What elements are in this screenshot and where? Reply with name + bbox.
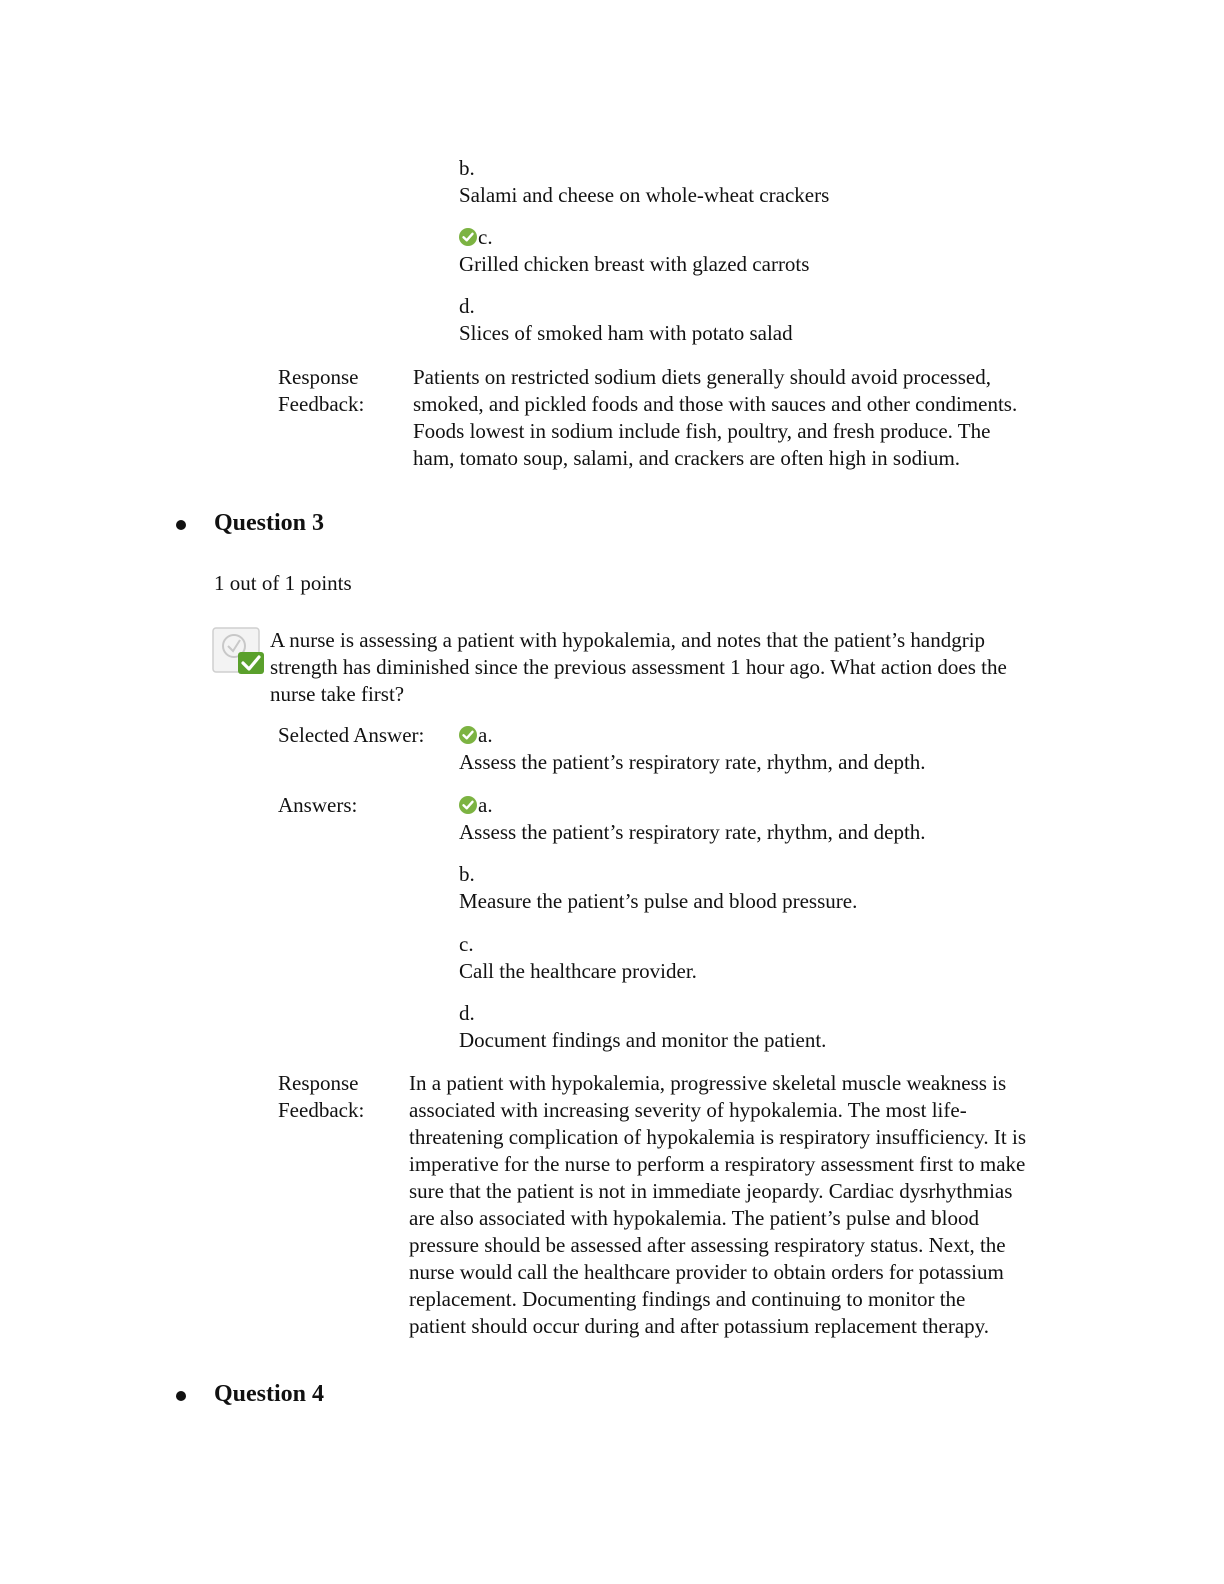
question-title: Question 4 bbox=[214, 1381, 325, 1407]
answer-text: Slices of smoked ham with potato salad bbox=[459, 321, 793, 345]
correct-check-icon bbox=[459, 796, 477, 814]
answer-text: Document findings and monitor the patient. bbox=[459, 1028, 827, 1052]
answer-letter: a. bbox=[478, 793, 493, 817]
answer-letter: c. bbox=[478, 225, 493, 249]
correct-check-icon bbox=[459, 228, 477, 246]
answer-letter: b. bbox=[459, 862, 475, 886]
answer-option bbox=[459, 293, 793, 347]
answer-letter: d. bbox=[459, 1001, 475, 1025]
graded-correct-icon bbox=[212, 626, 266, 676]
question-prompt: A nurse is assessing a patient with hypokalemia, and notes that the patient’s handgrip strength has diminished since the previous assessment 1 hour ago. What action does the nurse take first? bbox=[270, 628, 1007, 706]
answer-text: Measure the patient’s pulse and blood pressure. bbox=[459, 889, 858, 913]
answer-letter: b. bbox=[459, 156, 475, 180]
answer-letter: a. bbox=[478, 723, 493, 747]
answer-letter: c. bbox=[459, 932, 474, 956]
answer-text: Assess the patient’s respiratory rate, rhythm, and depth. bbox=[459, 750, 926, 774]
question-points: 1 out of 1 points bbox=[214, 571, 352, 595]
answer-letter: d. bbox=[459, 294, 475, 318]
question-title: Question 3 bbox=[214, 510, 325, 536]
answer-option bbox=[459, 155, 829, 209]
bullet-icon bbox=[176, 1391, 186, 1401]
selected-answer bbox=[459, 722, 926, 776]
bullet-icon bbox=[176, 520, 186, 530]
answer-option bbox=[459, 1000, 826, 1054]
response-feedback-label: Response Feedback: bbox=[278, 1071, 365, 1122]
answer-text: Salami and cheese on whole-wheat crackers bbox=[459, 183, 830, 207]
answer-option bbox=[459, 861, 857, 915]
answers-label: Answers: bbox=[278, 793, 358, 817]
response-feedback-text: Patients on restricted sodium diets generally should avoid processed, smoked, and pickled foods and those with sauces and other condiments. Foods lowest in sodium include fish, poultry, and fresh produce. The ham, tomato soup, salami, and crackers are often high in sodium. bbox=[413, 365, 1018, 470]
answer-option-correct bbox=[459, 792, 926, 846]
response-feedback-label: Response Feedback: bbox=[278, 365, 365, 416]
answer-option-correct bbox=[459, 224, 809, 278]
correct-check-icon bbox=[459, 726, 477, 744]
response-feedback-text: In a patient with hypokalemia, progressive skeletal muscle weakness is associated with increasing severity of hypokalemia. The most life- threatening complication of hypokalemia is respiratory insufficiency. It is imperative for the nurse to perform a respiratory assessment first to make sure that the patient is not in immediate jeopardy. Cardiac dysrhythmias are also associated with hypokalemia. The patient’s pulse and blood pressure should be assessed after assessing respiratory status. Next, the nurse would call the healthcare provider to obtain orders for potassium replacement. Documenting findings and continuing to monitor the patient should occur during and after potassium replacement therapy. bbox=[409, 1071, 1026, 1338]
answer-option bbox=[459, 931, 697, 985]
answer-text: Assess the patient’s respiratory rate, rhythm, and depth. bbox=[459, 820, 926, 844]
answer-text: Grilled chicken breast with glazed carrots bbox=[459, 252, 810, 276]
selected-answer-label: Selected Answer: bbox=[278, 723, 425, 747]
answer-text: Call the healthcare provider. bbox=[459, 959, 697, 983]
